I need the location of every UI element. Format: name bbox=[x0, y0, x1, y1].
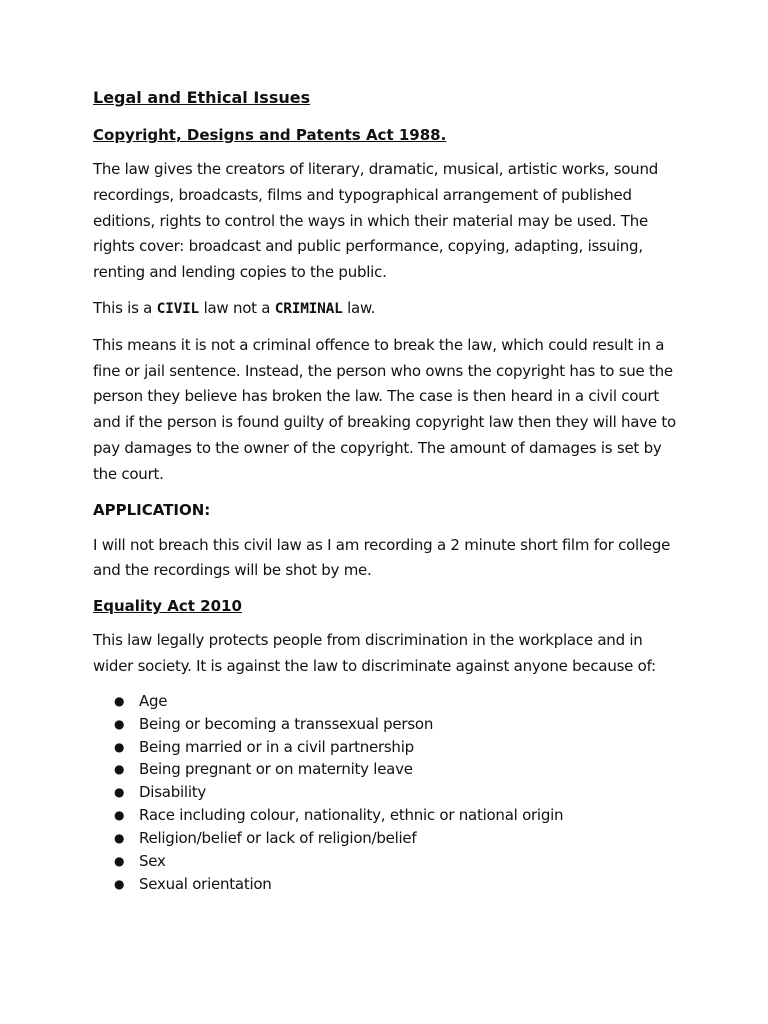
bullet-icon: ● bbox=[114, 877, 125, 891]
document-page bbox=[93, 86, 683, 896]
list-item bbox=[93, 827, 683, 850]
bullet-icon: ● bbox=[114, 762, 125, 777]
criminal-term: CRIMINAL bbox=[274, 300, 343, 317]
document-title: Legal and Ethical Issues bbox=[93, 88, 311, 107]
bullet-icon: ● bbox=[114, 808, 125, 823]
list-item bbox=[93, 804, 683, 827]
application-label: APPLICATION: bbox=[93, 500, 211, 519]
civil-term: CIVIL bbox=[156, 300, 200, 317]
equality-act-heading: Equality Act 2010 bbox=[93, 597, 242, 616]
list-item bbox=[93, 758, 683, 781]
application-text: I will not breach this civil law as I am recording a 2 minute short film for college and the recordings will be shot by me. bbox=[93, 535, 671, 580]
list-item bbox=[93, 873, 683, 896]
list-item bbox=[93, 713, 683, 736]
bullet-icon: ● bbox=[114, 693, 125, 708]
civil-law-explanation: This means it is not a criminal offence to break the law, which could result in a fine or jail sentence. Instead, the person who owns the copyright has to sue the person they believe has broken the law. The case is then heard in a civil court and if the person is found guilty of breaking copyright law then they will have to pay damages to the owner of the copyright. The amount of damages is set by the court. bbox=[93, 335, 676, 483]
list-item-text: Religion/belief or lack of religion/belief bbox=[139, 829, 417, 848]
list-item-text: Race including colour, nationality, ethnic or national origin bbox=[139, 806, 564, 825]
bullet-icon: ● bbox=[114, 716, 125, 731]
civil-law-statement bbox=[93, 296, 683, 323]
civil-middle: law not a bbox=[199, 298, 275, 317]
list-item-text: Sexual orientation bbox=[139, 875, 272, 893]
bullet-icon: ● bbox=[114, 785, 125, 800]
list-item-text: Being or becoming a transsexual person bbox=[139, 714, 434, 733]
list-item bbox=[93, 850, 683, 873]
civil-suffix: law. bbox=[342, 298, 376, 317]
list-item bbox=[93, 736, 683, 759]
equality-description: This law legally protects people from discrimination in the workplace and in wider society. It is against the law to discriminate against anyone because of: bbox=[93, 631, 656, 675]
list-item-text: Age bbox=[139, 691, 168, 710]
copyright-description: The law gives the creators of literary, dramatic, musical, artistic works, sound recordings, broadcasts, films and typographical arrangement of published editions, rights to control the ways in which their material may be used. The rights cover: broadcast and public performance, copying, adapting, issuing, renting and lending copies to the public. bbox=[93, 160, 658, 282]
bullet-icon: ● bbox=[114, 854, 125, 869]
civil-prefix: This is a bbox=[93, 298, 157, 317]
list-item bbox=[93, 781, 683, 804]
list-item-text: Disability bbox=[139, 783, 207, 802]
list-item bbox=[93, 690, 683, 713]
protected-characteristics-list bbox=[93, 690, 683, 896]
copyright-act-heading: Copyright, Designs and Patents Act 1988. bbox=[93, 126, 447, 144]
list-item-text: Being pregnant or on maternity leave bbox=[139, 760, 413, 779]
bullet-icon: ● bbox=[114, 831, 125, 846]
bullet-icon: ● bbox=[114, 739, 125, 754]
list-item-text: Sex bbox=[139, 852, 166, 871]
list-item-text: Being married or in a civil partnership bbox=[139, 737, 414, 756]
